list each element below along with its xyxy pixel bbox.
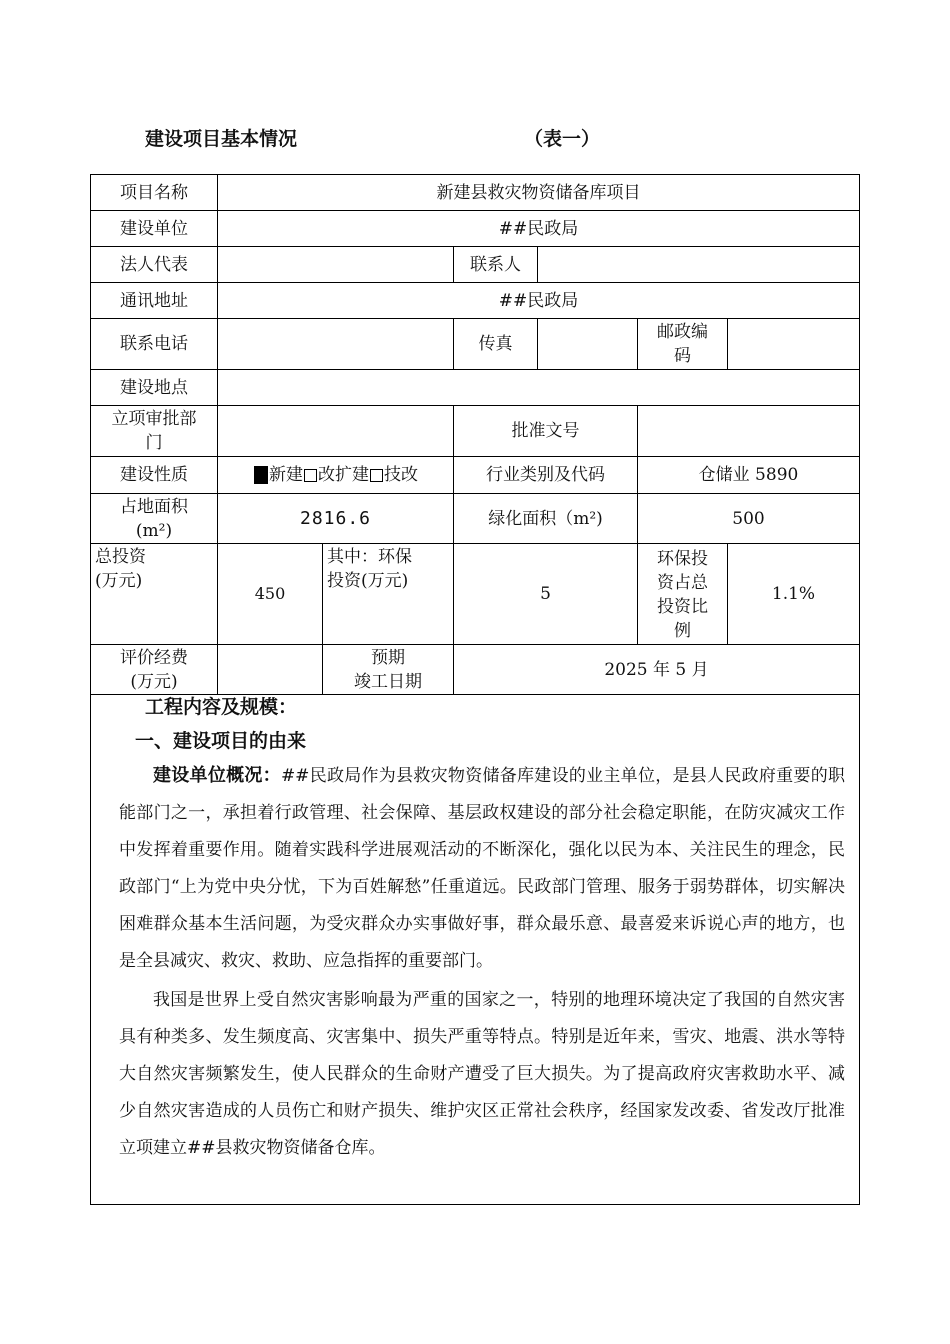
legal-rep-label: 法人代表	[91, 247, 218, 283]
site-label: 建设地点	[91, 370, 218, 406]
nature-options: 新建 改扩建 技改	[218, 457, 454, 494]
area-value: 2816.6	[218, 494, 454, 544]
section-heading: 一、建设项目的由来	[135, 730, 307, 752]
fee-label: 评价经费 (万元)	[91, 645, 218, 695]
fax-value	[538, 319, 638, 370]
address-label: 通讯地址	[91, 283, 218, 319]
env-ratio-label: 环保投 资占总 投资比 例	[638, 544, 728, 645]
project-name-label: 项目名称	[91, 175, 218, 211]
approval-no-label: 批准文号	[454, 406, 638, 457]
env-ratio-value: 1.1%	[728, 544, 859, 645]
checkbox-checked-icon	[254, 466, 268, 484]
paragraph-background: 我国是世界上受自然灾害影响最为严重的国家之一，特别的地理环境决定了我国的自然灾害具有种类多、发生频度高、灾害集中、损失严重等特点。特别是近年来，雪灾、地震、洪水等特大自然灾害频繁发生，使人民群众的生命财产遭受了巨大损失。为了提高政府灾害救助水平、减少自然灾害造成的人员伤亡和财产损失、维护灾区正常社会秩序，经国家发改委、省发改厅批准立项建立##县救灾物资储备仓库。	[119, 990, 845, 1158]
project-name-value: 新建县救灾物资储备库项目	[218, 175, 859, 211]
content-heading: 工程内容及规模：	[145, 696, 298, 718]
address-value: ##民政局	[218, 283, 859, 319]
paragraph-builder-overview	[119, 757, 845, 980]
invest-label: 总投资 (万元)	[91, 544, 218, 645]
area-label: 占地面积 (m²)	[91, 494, 218, 544]
finish-label: 预期 竣工日期	[323, 645, 454, 695]
contact-value	[538, 247, 859, 283]
postcode-label: 邮政编 码	[638, 319, 728, 370]
project-content	[91, 695, 859, 1167]
env-invest-label: 其中：环保 投资(万元)	[323, 544, 454, 645]
checkbox-empty-icon	[370, 469, 383, 482]
postcode-value	[728, 319, 859, 370]
page-title: 建设项目基本情况	[145, 128, 298, 150]
builder-label: 建设单位	[91, 211, 218, 247]
finish-value: 2025 年 5 月	[454, 645, 859, 695]
paragraph-text: ##民政局作为县救灾物资储备库建设的业主单位，是县人民政府重要的职能部门之一，承担着行政管理、社会保障、基层政权建设的部分社会稳定职能，在防灾减灾工作中发挥着重要作用。随着实践科学进展观活动的不断深化，强化以民为本、关注民生的理念，民政部门“上为党中央分忧，下为百姓解愁”任重道远。民政部门管理、服务于弱势群体，切实解决困难群众基本生活问题，为受灾群众办实事做好事，群众最乐意、最喜爱来诉说心声的地方，也是全县减灾、救灾、救助、应急指挥的重要部门。	[119, 766, 845, 971]
green-label: 绿化面积（m²)	[454, 494, 638, 544]
table-number: （表一）	[524, 128, 601, 150]
legal-rep-value	[218, 247, 454, 283]
builder-value: ##民政局	[218, 211, 859, 247]
env-invest-value: 5	[454, 544, 638, 645]
site-value	[218, 370, 859, 406]
paragraph-lead: 建设单位概况：	[153, 765, 281, 786]
phone-label: 联系电话	[91, 319, 218, 370]
contact-label: 联系人	[454, 247, 538, 283]
approval-dept-value	[218, 406, 454, 457]
approval-dept-label: 立项审批部 门	[91, 406, 218, 457]
fee-value	[218, 645, 323, 695]
fax-label: 传真	[454, 319, 538, 370]
industry-label: 行业类别及代码	[454, 457, 638, 494]
checkbox-empty-icon	[304, 469, 317, 482]
invest-value: 450	[218, 544, 323, 645]
approval-no-value	[638, 406, 859, 457]
project-info-table	[90, 174, 860, 1205]
industry-value: 仓储业 5890	[638, 457, 859, 494]
nature-label: 建设性质	[91, 457, 218, 494]
green-value: 500	[638, 494, 859, 544]
phone-value	[218, 319, 454, 370]
